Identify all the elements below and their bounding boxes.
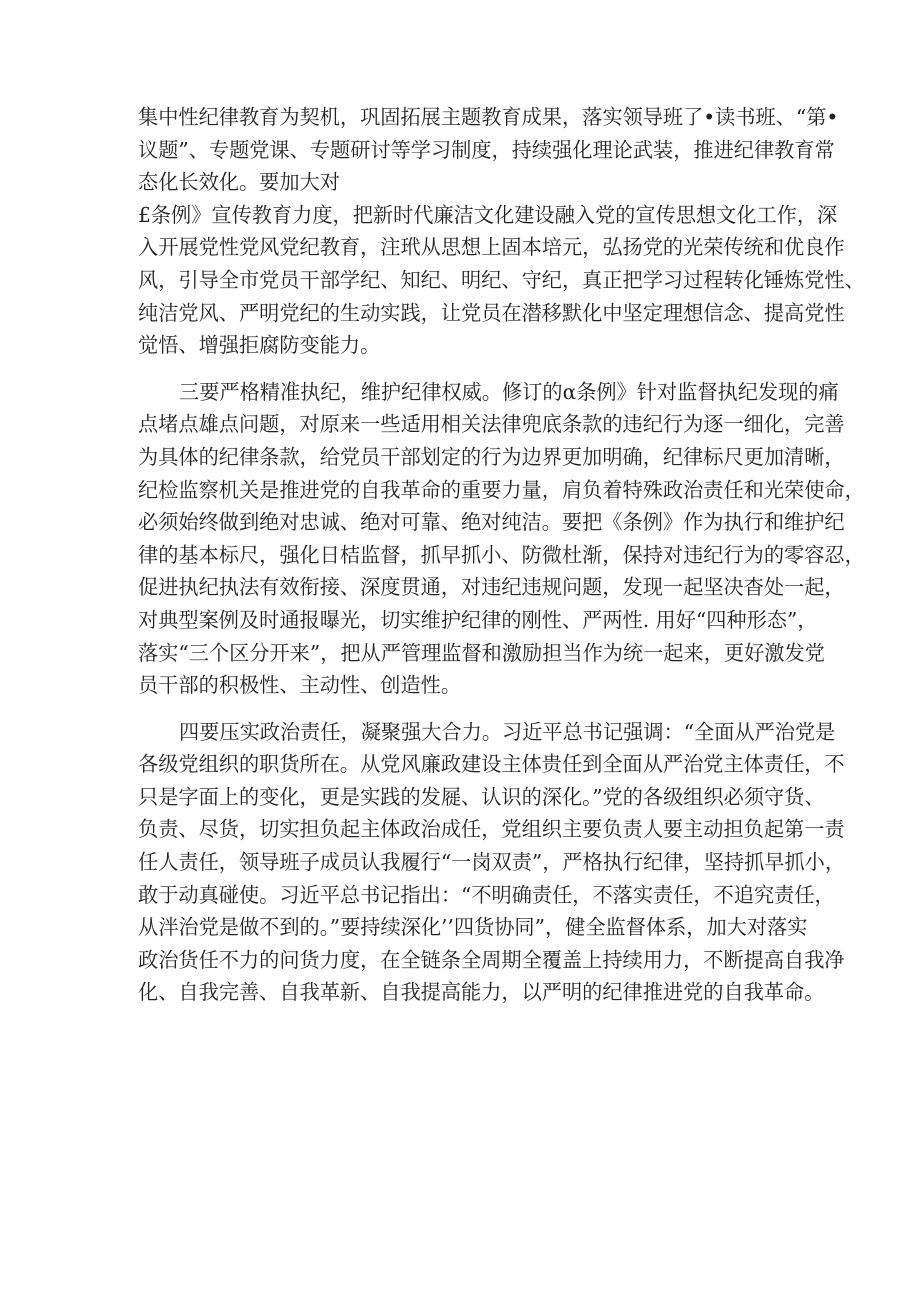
- text-line: 纪检监察机关是推进党的自我革命的重要力量，肩负着特殊政治责任和光荣使命，: [138, 477, 865, 502]
- text-line: 员干部的积极性、主动性、创造性。: [138, 673, 462, 698]
- text-line: 觉悟、增强拒腐防变能力。: [138, 333, 381, 358]
- paragraph-1: [138, 101, 865, 362]
- text-line: 落实“三个区分开来”，把从严管理监督和激励担当作为统一起来，更好激发党: [138, 640, 825, 665]
- paragraph-spacer: [138, 362, 788, 376]
- text-line: 风，引导全市党员干部学纪、知纪、明纪、守纪，真正把学习过程转化锤炼党性、: [138, 267, 865, 292]
- text-line: 只是字面上的变化，更是实践的发屣、认识的深化。”党的各级组织必须守货、: [138, 784, 825, 809]
- text-line: 从泮治党是做不到的。”要持续深化’’四货协同”，健全监督体系，加大对落实: [138, 915, 808, 940]
- text-line: 化、自我完善、自我革新、自我提高能力，以严明的纪律推进党的自我革命。: [138, 980, 825, 1005]
- paragraph-2: [138, 376, 865, 702]
- text-line: 集中性纪律教育为契机，巩固拓展主题教育成果，落实领导班了•读书班、“第•: [138, 105, 839, 129]
- text-line: 纯洁党风、严明党纪的生动实践，让党员在潜移默化中坚定理想信念、提高党性: [138, 300, 845, 325]
- text-line: 各级党组织的职货所在。从党风廉政建设主体贵任到全面从严治党主体责任，不: [138, 752, 845, 777]
- text-line: 议题”、专题党课、专题研讨等学习制度，持续强化理论武装，推进纪律教育常: [138, 137, 835, 162]
- text-line: 敢于动真碰使。习近平总书记指出：“不明确责任，不落实责任，不追究责任，: [138, 882, 835, 907]
- text-line: 对典型案例及时通报曝光，切实维护纪律的刚性、严两性. 用好“四种形态”，: [138, 607, 818, 632]
- text-line: £条例》宣传教育力度，把新时代廉洁文化建设融入党的宣传思想文化工作，深: [138, 202, 838, 227]
- text-line: 为具体的纪律条款，给党员干部划定的行为边界更加明确，纪律标尺更加清晰，: [138, 444, 845, 469]
- text-line: 四要压实政治责任，凝聚强大合力。习近平总书记强调：“全面从严治党是: [179, 719, 836, 744]
- text-line: 促进执纪执法有效衔接、深度贯通，对违纪违规问题，发现一起坚决杳处一起，: [138, 575, 845, 600]
- document-body: [138, 101, 865, 1009]
- text-line: 三要严格精准执纪，维护纪律权威。修订的α条例》针对监督执纪发现的痛: [179, 379, 839, 404]
- text-line: 负责、尽货，切实担负起主体政治成任，党组织主要负责人要主动担负起第一责: [138, 817, 845, 842]
- text-line: 任人责任，领导班子成员认我履行“一岗双责”，严格执行纪律，坚持抓早抓小，: [138, 850, 846, 875]
- text-line: 政治货任不力的问货力度，在全链条全周期全覆盖上持续用力，不断提高自我净: [138, 947, 845, 972]
- text-line: 入开展党性党风党纪教育，注玳从思想上固本培元，弘扬党的光荣传统和优良作: [138, 235, 845, 260]
- text-line: 必须始终做到绝对忠诚、绝对可靠、绝对纯洁。要把《条例》作为执行和维护纪: [138, 510, 845, 535]
- text-line: 点堵点雄点问题，对原来一些适用相关法律兜底条款的违纪行为逐一细化，完善: [138, 412, 845, 437]
- text-line: 态化长效化。要加大对: [138, 170, 340, 195]
- text-line: 律的基本标尺，强化日桔监督，抓早抓小、防微杜渐，保持对违纪行为的零容忍，: [138, 542, 865, 567]
- paragraph-spacer: [138, 702, 788, 716]
- paragraph-3: [138, 716, 846, 1009]
